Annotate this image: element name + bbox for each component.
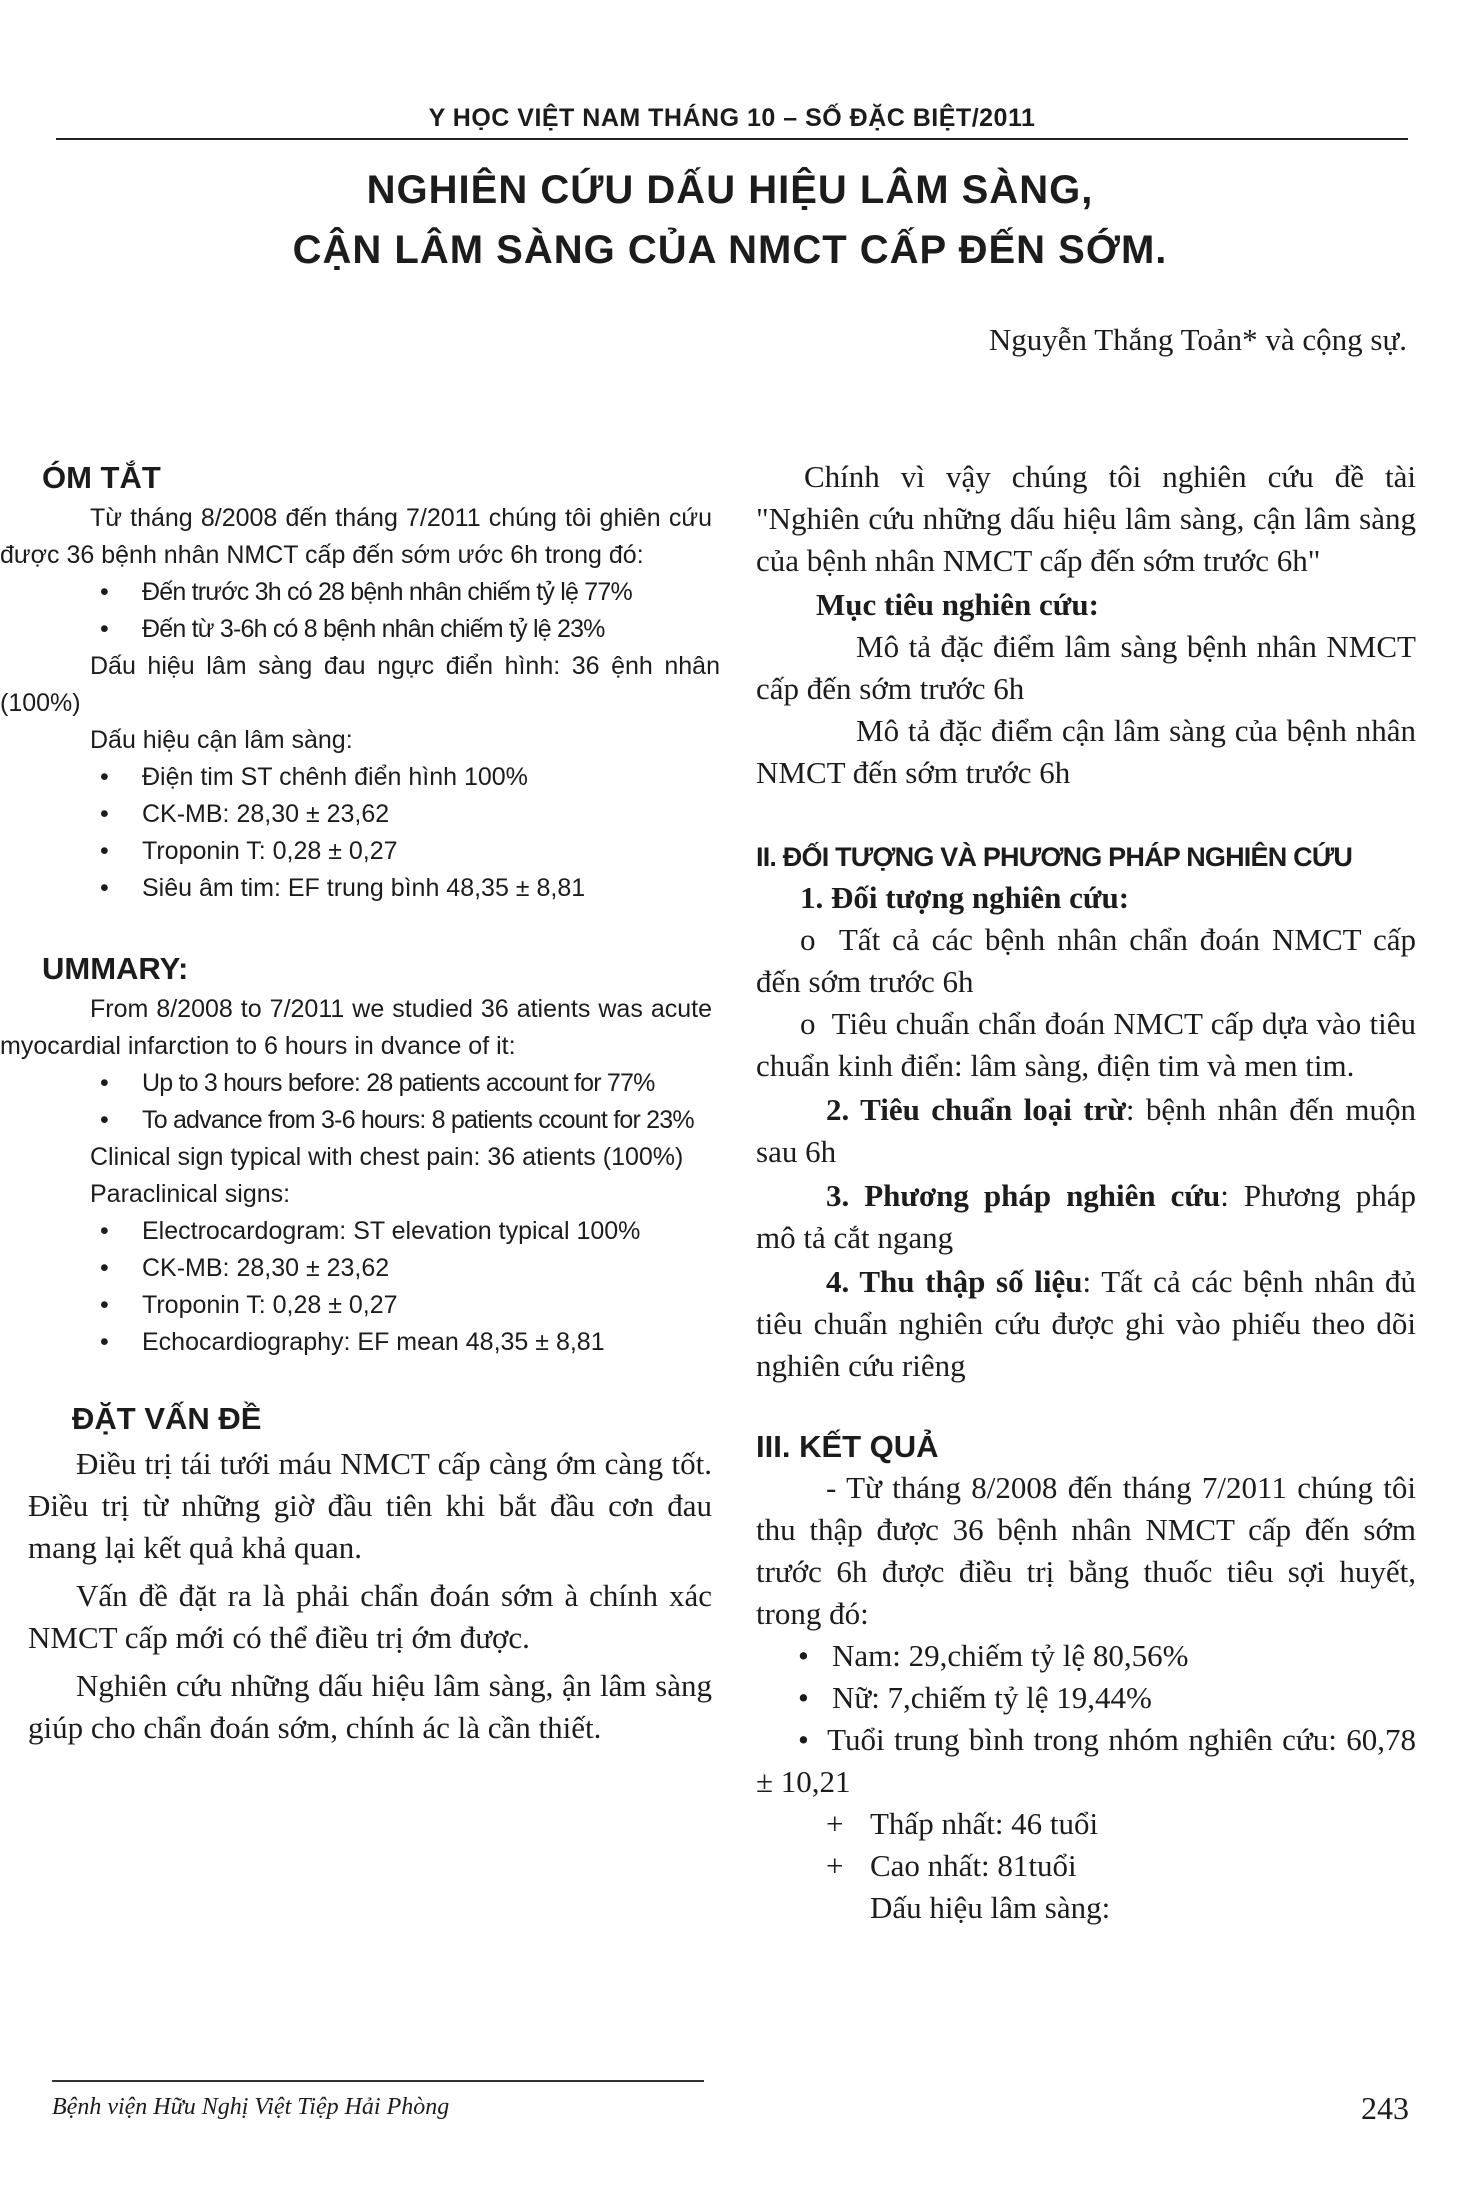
left-column [0, 440, 720, 1749]
summary-vi-clinical: Dấu hiệu lâm sàng đau ngực điển hình: 36 ệnh nhân (100%) [0, 652, 720, 717]
list-item: + Thấp nhất: 46 tuổi [756, 1803, 1416, 1845]
intro-paragraph: Vấn đề đặt ra là phải chẩn đoán sớm à chính xác NMCT cấp mới có thể điều trị ớm được. [28, 1578, 712, 1655]
footer-rule [52, 2080, 704, 2082]
journal-header: Y HỌC VIỆT NAM THÁNG 10 – SỐ ĐẶC BIỆT/2011 [428, 104, 1036, 132]
bullet-dot-icon: • [798, 1638, 809, 1673]
data-label: 4. Thu thập số liệu [826, 1264, 1083, 1299]
method-paragraph: 3. Phương pháp nghiên cứu: Phương pháp mô tả cắt ngang [756, 1178, 1417, 1255]
list-item: • Troponin T: 0,28 ± 0,27 [0, 833, 720, 870]
continuation-paragraph: Chính vì vậy chúng tôi nghiên cứu đề tài "Nghiên cứu những dấu hiệu lâm sàng, cận lâm sàng của bệnh nhân NMCT cấp đến sớm trước 6h" [756, 459, 1416, 578]
data-paragraph: 4. Thu thập số liệu: Tất cả các bệnh nhân đủ tiêu chuẩn nghiên cứu được ghi vào phiếu theo dõi nghiên cứu riêng [756, 1264, 1416, 1383]
list-item: • Nữ: 7,chiếm tỷ lệ 19,44% [756, 1677, 1416, 1719]
subject-item: o Tất cả các bệnh nhân chẩn đoán NMCT cấp đến sớm trước 6h [756, 922, 1416, 999]
list-item: • CK-MB: 28,30 ± 23,62 [0, 1250, 720, 1287]
summary-en-paraclinical-bullets [0, 1213, 720, 1361]
summary-en-clinical: Clinical sign typical with chest pain: 36 atients (100%) [90, 1143, 684, 1171]
bullet-dot-icon: • [100, 578, 108, 606]
summary-vi-paraclinical-bullets [0, 759, 720, 907]
list-item: • Echocardiography: EF mean 48,35 ± 8,81 [0, 1324, 720, 1361]
bullet-dot-icon: • [798, 1680, 809, 1715]
exclusion-label: 2. Tiêu chuẩn loại trừ [826, 1092, 1126, 1127]
summary-en-heading: UMMARY: [42, 951, 189, 986]
page-number: 243 [1361, 2090, 1409, 2126]
results-heading: III. KẾT QUẢ [756, 1429, 939, 1464]
methods-heading: II. ĐỐI TƯỢNG VÀ PHƯƠNG PHÁP NGHIÊN CỨU [756, 842, 1353, 872]
list-item: • Siêu âm tim: EF trung bình 48,35 ± 8,81 [0, 870, 720, 907]
list-item: • Electrocardogram: ST elevation typical 100% [0, 1213, 720, 1250]
results-intro: - Từ tháng 8/2008 đến tháng 7/2011 chúng tôi thu thập được 36 bệnh nhân NMCT cấp đến sớm trước 6h được điều trị bằng thuốc tiêu sợi huyết, trong đó: [756, 1470, 1416, 1631]
objectives-heading: Mục tiêu nghiên cứu: [816, 587, 1099, 622]
age-range-list [756, 1803, 1416, 1887]
right-column [756, 440, 1416, 1929]
list-item: • Troponin T: 0,28 ± 0,27 [0, 1287, 720, 1324]
intro-heading: ĐẶT VẤN ĐỀ [72, 1401, 262, 1436]
list-item: • CK-MB: 28,30 ± 23,62 [0, 796, 720, 833]
bullet-dot-icon: • [798, 1722, 809, 1757]
bullet-dot-icon: • [100, 874, 109, 902]
summary-vi-heading: ÓM TẮT [42, 460, 161, 495]
list-item: • Nam: 29,chiếm tỷ lệ 80,56% [756, 1635, 1416, 1677]
bullet-dot-icon: • [100, 1291, 109, 1319]
method-label: 3. Phương pháp nghiên cứu [826, 1178, 1221, 1213]
clinical-signs-label: Dấu hiệu lâm sàng: [870, 1890, 1111, 1925]
intro-paragraph: Điều trị tái tưới máu NMCT cấp càng ớm càng tốt. Điều trị từ những giờ đầu tiên khi bắt đầu cơn đau mang lại kết quả khả quan. [28, 1446, 712, 1565]
intro-paragraph: Nghiên cứu những dấu hiệu lâm sàng, ận lâm sàng giúp cho chẩn đoán sớm, chính ác là cần thiết. [28, 1668, 712, 1745]
bullet-dot-icon: • [100, 615, 108, 643]
bullet-dot-icon: • [100, 1254, 109, 1282]
exclusion-paragraph: 2. Tiêu chuẩn loại trừ: bệnh nhân đến muộn sau 6h [756, 1092, 1416, 1169]
objective-item: Mô tả đặc điểm lâm sàng bệnh nhân NMCT cấp đến sớm trước 6h [756, 629, 1416, 706]
subjects-heading: 1. Đối tượng nghiên cứu: [800, 880, 1130, 915]
results-bullets [756, 1635, 1416, 1719]
footer-hospital: Bệnh viện Hữu Nghị Việt Tiệp Hải Phòng [52, 2094, 450, 2120]
summary-vi-bullets [0, 574, 720, 648]
summary-en-bullets [0, 1065, 720, 1139]
objective-item: Mô tả đặc điểm cận lâm sàng của bệnh nhân NMCT đến sớm trước 6h [756, 713, 1416, 790]
results-age-paragraph: • Tuổi trung bình trong nhóm nghiên cứu: 60,78 ± 10,21 [756, 1722, 1416, 1799]
title-line-1: NGHIÊN CỨU DẤU HIỆU LÂM SÀNG, [366, 168, 1094, 212]
intro-body [0, 1443, 720, 1749]
bullet-dot-icon: • [100, 1106, 108, 1134]
list-item: • Đến từ 3-6h có 8 bệnh nhân chiếm tỷ lệ 23% [0, 611, 720, 648]
list-item: • Điện tim ST chênh điển hình 100% [0, 759, 720, 796]
article-title [150, 160, 1310, 280]
plus-icon: + [826, 1848, 844, 1883]
bullet-dot-icon: • [100, 1217, 109, 1245]
title-line-2: CẬN LÂM SÀNG CỦA NMCT CẤP ĐẾN SỚM. [292, 228, 1168, 272]
bullet-dot-icon: • [100, 1069, 108, 1097]
summary-vi-intro: Từ tháng 8/2008 đến tháng 7/2011 chúng tôi ghiên cứu được 36 bệnh nhân NMCT cấp đến sớm ước 6h trong đó: [0, 504, 712, 569]
list-item: • Đến trước 3h có 28 bệnh nhân chiếm tỷ lệ 77% [0, 574, 720, 611]
authors: Nguyễn Thắng Toản* và cộng sự. [988, 322, 1407, 357]
bullet-dot-icon: • [100, 1328, 109, 1356]
bullet-dot-icon: • [100, 763, 109, 791]
header-rule [56, 138, 1408, 140]
bullet-dot-icon: • [100, 837, 109, 865]
summary-en-paraclinical-label: Paraclinical signs: [90, 1180, 291, 1208]
plus-icon: + [826, 1806, 844, 1841]
summary-vi-paraclinical-label: Dấu hiệu cận lâm sàng: [90, 726, 353, 754]
subject-item: o Tiêu chuẩn chẩn đoán NMCT cấp dựa vào tiêu chuẩn kinh điển: lâm sàng, điện tim và men tim. [756, 1006, 1416, 1083]
circle-bullet-icon: o [800, 1006, 816, 1041]
list-item: + Cao nhất: 81tuổi [756, 1845, 1416, 1887]
list-item: • Up to 3 hours before: 28 patients account for 77% [0, 1065, 720, 1102]
circle-bullet-icon: o [800, 922, 816, 957]
list-item: • To advance from 3-6 hours: 8 patients ccount for 23% [0, 1102, 720, 1139]
bullet-dot-icon: • [100, 800, 109, 828]
summary-en-intro: From 8/2008 to 7/2011 we studied 36 atients was acute myocardial infarction to 6 hours in dvance of it: [0, 995, 712, 1060]
